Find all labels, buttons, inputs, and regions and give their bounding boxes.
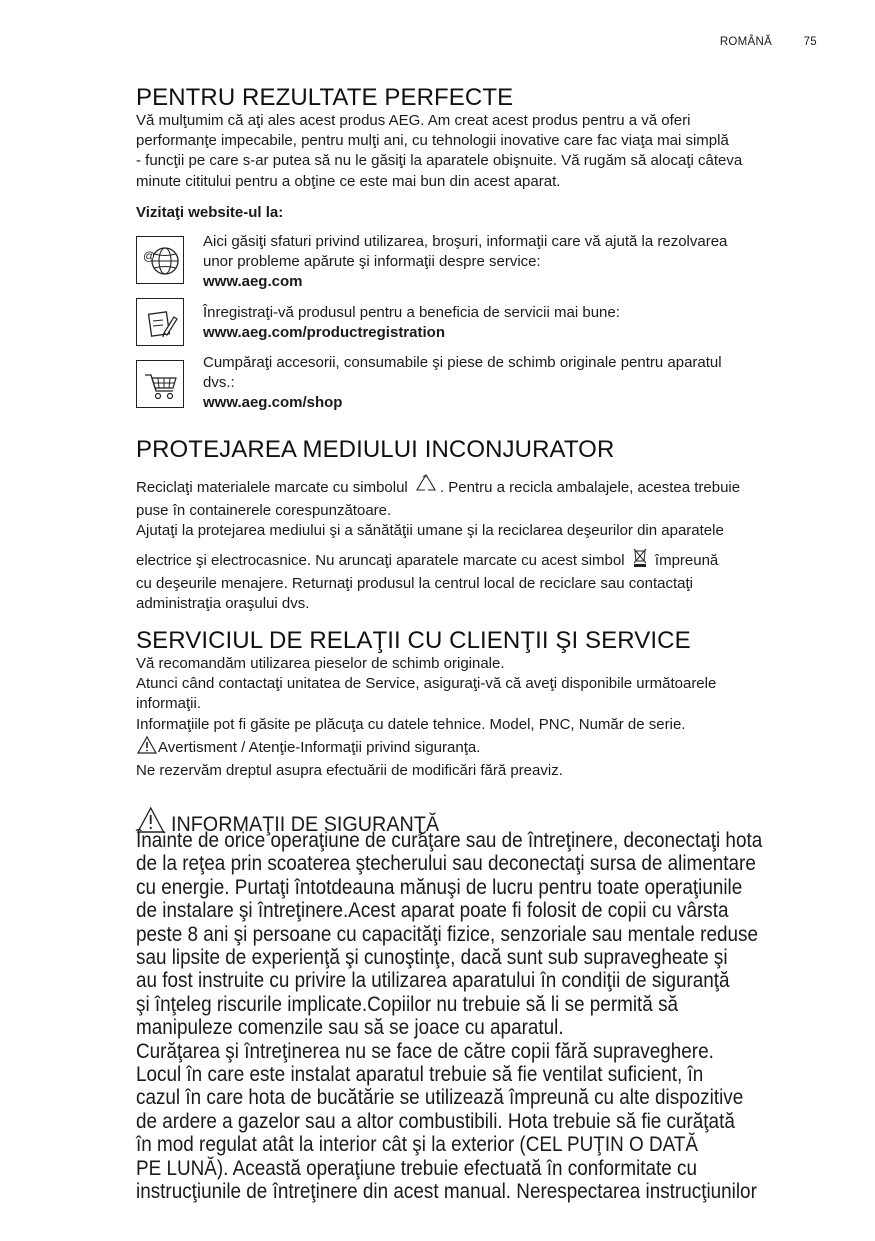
warning-triangle-icon (136, 735, 158, 761)
row-text: Înregistraţi-vă produsul pentru a beneficia de servicii mai bune: (203, 304, 620, 321)
section-title-perfect-results: PENTRU REZULTATE PERFECTE (136, 84, 514, 111)
safety-line: manipuleze comenzile sau să se joace cu aparatul. (136, 1016, 564, 1040)
safety-line: în mod regulat atât la interior cât şi la exterior (CEL PUŢIN O DATĂ (136, 1133, 698, 1157)
intro-line: Vă mulţumim că aţi ales acest produs AEG. Am creat acest produs pentru a vă oferi (136, 112, 691, 129)
env-text: administraţia oraşului dvs. (136, 595, 310, 613)
service-text: Ne rezervăm dreptul asupra efectuării de modificări fără preaviz. (136, 762, 563, 780)
intro-line: minute cititului pentru a obţine ce este mai bun din acest aparat. (136, 172, 561, 190)
safety-line: de la reţea prin scoaterea ştecherului sau deconectaţi sursa de alimentare (136, 852, 756, 876)
link-shop[interactable]: www.aeg.com/shop (203, 394, 343, 411)
safety-line: de ardere a gazelor sau a altor combustibili. Hota trebuie să fie curăţată (136, 1109, 735, 1133)
link-aeg-com[interactable]: www.aeg.com (203, 273, 303, 290)
service-paragraph (136, 654, 816, 781)
service-text: Informaţiile pot fi găsite pe plăcuţa cu datele tehnice. Model, PNC, Număr de serie. (136, 715, 686, 733)
page-header (720, 36, 817, 48)
safety-line: cazul în care hota de bucătărie se utilizează împreună cu alte dispozitive (136, 1086, 744, 1110)
shopping-cart-icon (136, 360, 184, 408)
safety-line: şi înţeleg riscurile implicate.Copiilor nu trebuie să li se permită să (136, 992, 679, 1016)
safety-line: cu energie. Purtaţi întotdeauna mănuşi de lucru pentru toate operaţiunile (136, 875, 743, 899)
section-title-customer-service: SERVICIUL DE RELAŢII CU CLIENŢII ŞI SERVICE (136, 627, 691, 654)
env-text: cu deşeurile menajere. Returnaţi produsul la centrul local de reciclare sau contactaţi (136, 574, 693, 592)
service-text: Atunci când contactaţi unitatea de Service, asiguraţi-vă că aveţi disponibile următoarele (136, 675, 717, 693)
service-text: informaţii. (136, 695, 202, 713)
safety-line: Curăţarea şi întreţinerea nu se face de către copii fără supraveghere. (136, 1039, 714, 1063)
info-row-shop (203, 353, 803, 413)
env-text: electrice şi electrocasnice. Nu aruncaţi aparatele marcate cu acest simbol (136, 551, 625, 569)
registration-icon (136, 298, 184, 346)
info-row-registration (203, 303, 803, 343)
env-text: Ajutaţi la protejarea mediului şi a sănătăţii umane şi la reciclarea deşeurilor din aparatele (136, 522, 724, 540)
safety-line: de instalare şi întreţinere.Acest aparat poate fi folosit de copii cu vârsta (136, 899, 729, 923)
env-text: . Pentru a recicla ambalajele, acestea trebuie (439, 479, 741, 496)
intro-paragraph (136, 111, 816, 192)
section-title-environment: PROTEJAREA MEDIULUI INCONJURATOR (136, 436, 615, 463)
env-text: puse în containerele corespunzătoare. (136, 502, 392, 520)
safety-line: Locul în care este instalat aparatul trebuie să fie ventilat suficient, în (136, 1063, 704, 1087)
link-product-registration[interactable]: www.aeg.com/productregistration (203, 324, 445, 341)
svg-text:@: @ (143, 249, 156, 263)
recycle-icon (412, 473, 440, 501)
service-text: Avertisment / Atenţie-Informaţii privind siguranţa. (158, 738, 481, 756)
service-text: Vă recomandăm utilizarea pieselor de schimb originale. (136, 655, 505, 672)
safety-line: instrucţiunile de întreţinere din acest manual. Nerespectarea instrucţiunilor (136, 1180, 757, 1204)
intro-line: performanţe impecabile, pentru mulţi ani, cu tehnologii inovative care fac viaţa mai simplă (136, 132, 729, 150)
row-text: Aici găsiţi sfaturi privind utilizarea, broşuri, informaţii care vă ajută la rezolvarea (203, 233, 728, 250)
intro-line: - funcţii pe care s-ar putea să nu le găsiţi la aparatele obişnuite. Vă rugăm să alocaţi câteva (136, 152, 743, 170)
row-text: Cumpăraţi accesorii, consumabile şi piese de schimb originale pentru aparatul (203, 354, 722, 371)
safety-line: Înainte de orice operaţiune de curăţare sau de întreţinere, deconectaţi hota (136, 829, 763, 852)
safety-line: peste 8 ani şi persoane cu capacităţi fizice, senzoriale sau mentale reduse (136, 922, 758, 946)
safety-line: PE LUNĂ). Această operaţiune trebuie efectuată în conformitate cu (136, 1156, 698, 1180)
globe-at-icon (136, 236, 184, 284)
page-number: 75 (803, 36, 817, 48)
safety-paragraph (136, 829, 766, 1204)
info-row-support (203, 232, 803, 292)
language-label: ROMÂNĂ (719, 36, 773, 48)
visit-website-label: Vizitaţi website-ul la: (136, 204, 284, 221)
safety-title-text: INFORMAŢII DE SIGURANŢĂ (170, 812, 440, 836)
env-text: Reciclaţi materialele marcate cu simbolul (136, 479, 408, 496)
environment-paragraph (136, 473, 816, 614)
crossed-bin-icon (629, 546, 651, 574)
safety-line: au fost instruite cu privire la utilizarea aparatului în condiţii de siguranţă (136, 969, 730, 993)
env-text: împreună (654, 551, 719, 569)
row-text: dvs.: (203, 374, 235, 391)
row-text: unor probleme apărute şi informaţii despre service: (203, 253, 541, 270)
safety-line: sau lipsite de experienţă şi cunoştinţe, dacă sunt sub supravegheate şi (136, 946, 728, 970)
